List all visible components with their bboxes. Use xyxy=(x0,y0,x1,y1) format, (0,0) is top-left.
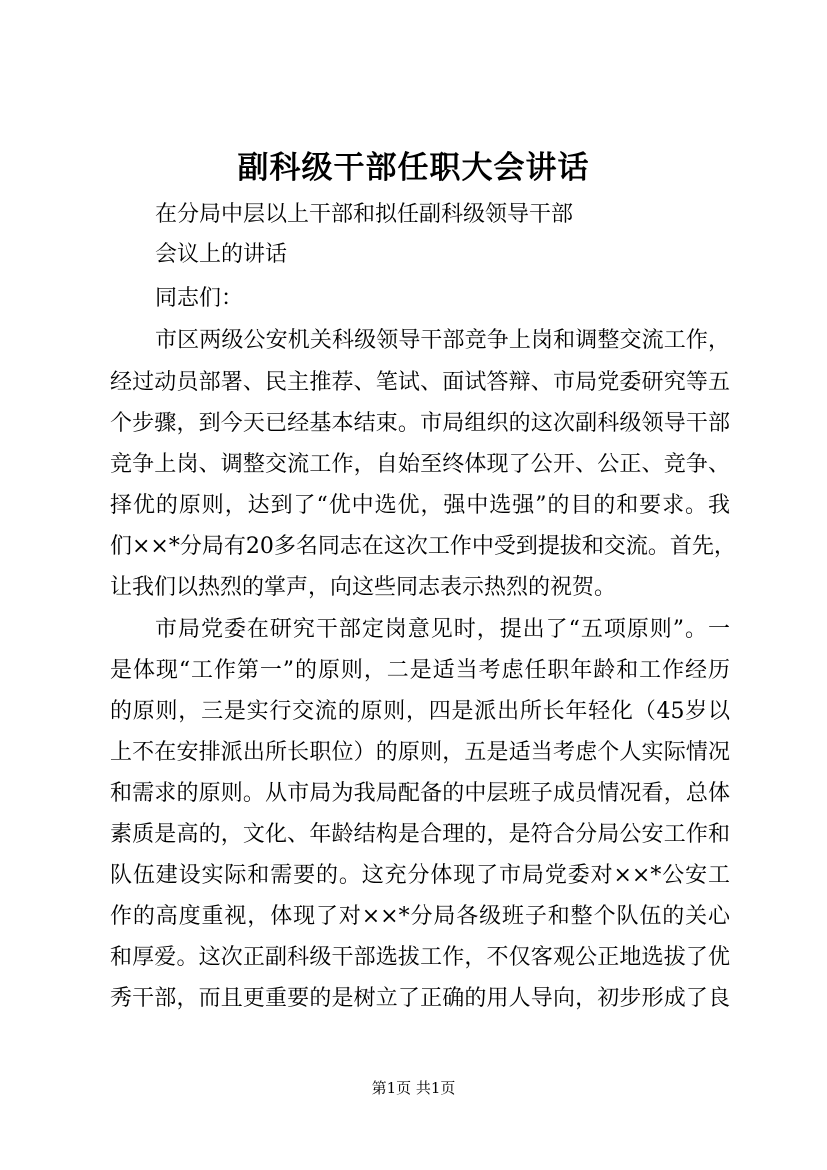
paragraph-line: 择优的原则，达到了“优中选优，强中选强”的目的和要求。我 xyxy=(110,493,730,518)
page-title: 副科级干部任职大会讲话 xyxy=(237,150,590,186)
paragraph-line: 秀干部，而且更重要的是树立了正确的用人导向，初步形成了良 xyxy=(110,986,730,1011)
paragraph-line: 市局党委在研究干部定岗意见时，提出了“五项原则”。一 xyxy=(155,617,730,642)
paragraph-line: 作的高度重视，体现了对××*分局各级班子和整个队伍的关心 xyxy=(110,904,730,929)
paragraph-line: 市区两级公安机关科级领导干部竞争上岗和调整交流工作， xyxy=(155,328,730,353)
paragraph-line: 经过动员部署、民主推荐、笔试、面试答辩、市局党委研究等五 xyxy=(110,370,730,395)
paragraph-line: 们××*分局有20多名同志在这次工作中受到提拔和交流。首先， xyxy=(110,534,736,559)
paragraph-line: 个步骤，到今天已经基本结束。市局组织的这次副科级领导干部 xyxy=(110,411,730,436)
paragraph-line: 队伍建设实际和需要的。这充分体现了市局党委对××*公安工 xyxy=(110,863,730,888)
paragraph-line: 的原则，三是实行交流的原则，四是派出所长年轻化（45岁以 xyxy=(110,699,730,724)
paragraph-line: 素质是高的，文化、年龄结构是合理的，是符合分局公安工作和 xyxy=(110,822,730,847)
paragraph-line: 是体现“工作第一”的原则，二是适当考虑任职年龄和工作经历 xyxy=(110,658,730,683)
paragraph-line: 和厚爱。这次正副科级干部选拔工作，不仅客观公正地选拔了优 xyxy=(110,945,730,970)
salutation: 同志们： xyxy=(155,286,244,311)
page-number-footer: 第1页 共1页 xyxy=(371,1079,456,1097)
paragraph-line: 让我们以热烈的掌声，向这些同志表示热烈的祝贺。 xyxy=(110,575,617,600)
paragraph-line: 竞争上岗、调整交流工作，自始至终体现了公开、公正、竞争、 xyxy=(110,452,730,477)
subtitle-line: 会议上的讲话 xyxy=(155,242,288,267)
paragraph-line: 上不在安排派出所长职位）的原则，五是适当考虑个人实际情况 xyxy=(110,740,730,765)
subtitle-line: 在分局中层以上干部和拟任副科级领导干部 xyxy=(155,202,574,227)
paragraph-line: 和需求的原则。从市局为我局配备的中层班子成员情况看，总体 xyxy=(110,781,730,806)
